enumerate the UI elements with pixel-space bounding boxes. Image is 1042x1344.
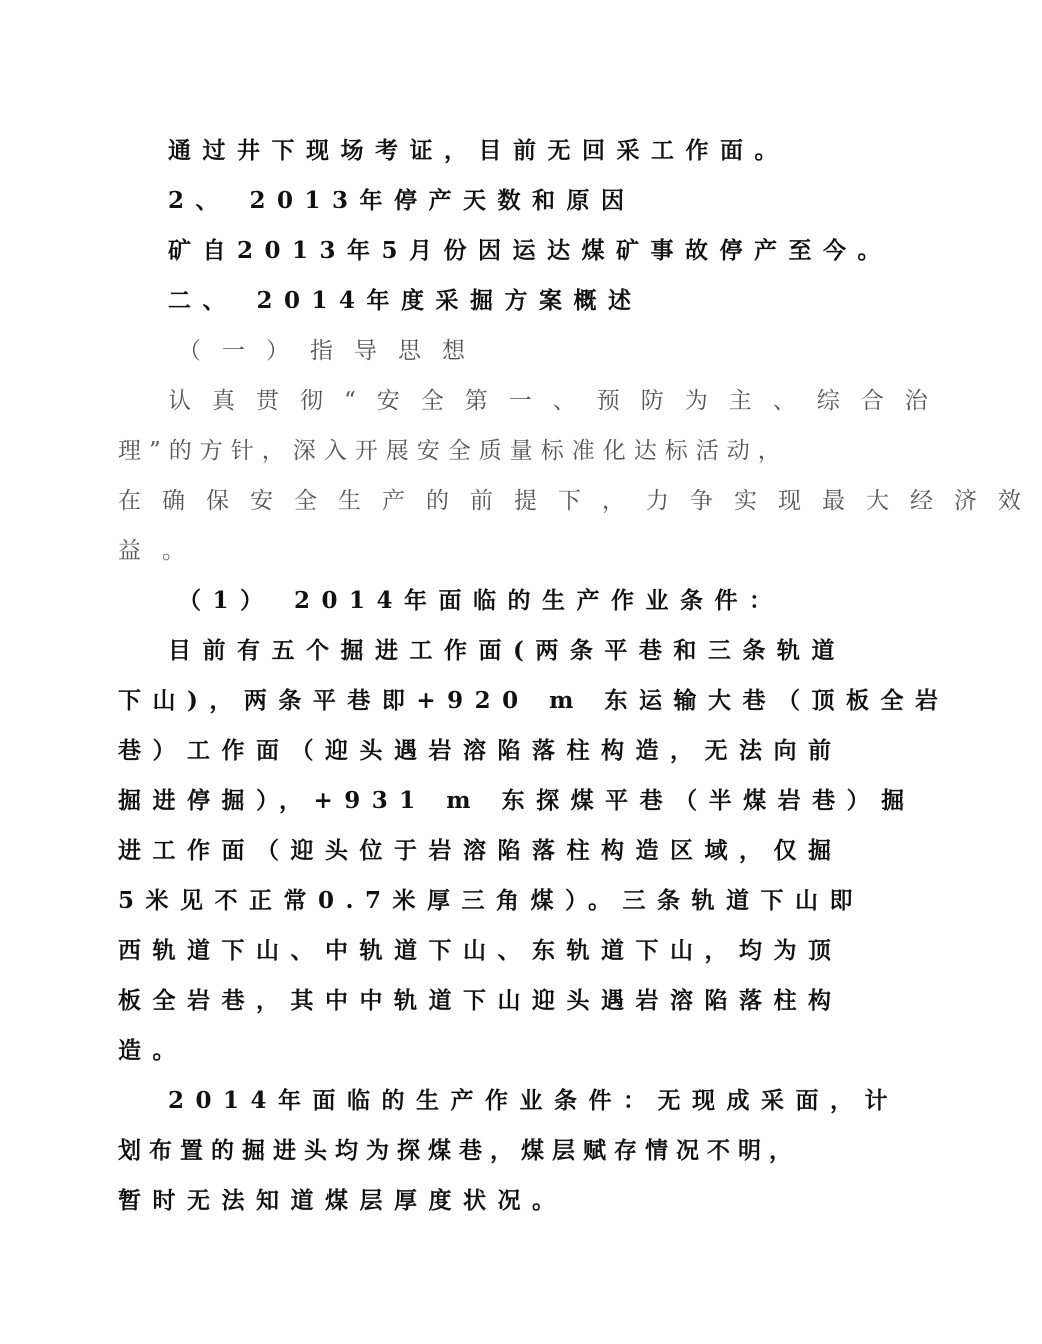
paragraph-line: 掘进停掘），+931 m 东探煤平巷（半煤岩巷）掘	[118, 787, 916, 814]
paragraph-line: 下山)，两条平巷即+920 m 东运输大巷（顶板全岩	[118, 687, 950, 714]
paragraph-line: 矿自2013年5月份因运达煤矿事故停产至今。	[168, 237, 893, 264]
subsection-heading-conditions: （1） 2014年面临的生产作业条件：	[178, 587, 784, 614]
paragraph-line: 暂时无法知道煤层厚度状况。	[118, 1187, 567, 1214]
paragraph-line: 目前有五个掘进工作面(两条平巷和三条轨道	[168, 637, 846, 664]
paragraph-line: 通过井下现场考证，目前无回采工作面。	[168, 137, 789, 164]
paragraph-line: 认真贯彻“安全第一、预防为主、综合治	[168, 388, 949, 414]
paragraph-line: 巷）工作面（迎头遇岩溶陷落柱构造，无法向前	[118, 737, 843, 764]
paragraph-line: 进工作面（迎头位于岩溶陷落柱构造区域，仅掘	[118, 837, 843, 864]
paragraph-line: 西轨道下山、中轨道下山、东轨道下山，均为顶	[118, 937, 843, 964]
paragraph-line: 造。	[118, 1037, 187, 1064]
section-heading-part-2: 二、 2014年度采掘方案概述	[168, 287, 643, 314]
paragraph-line: 理”的方针，深入开展安全质量标准化达标活动，	[118, 438, 789, 464]
section-heading-2: 2、 2013年停产天数和原因	[168, 187, 636, 214]
paragraph-line: 2014年面临的生产作业条件：无现成采面，计	[168, 1087, 900, 1114]
paragraph-line: 划布置的掘进头均为探煤巷，煤层赋存情况不明，	[118, 1137, 800, 1164]
paragraph-line: 益。	[118, 538, 206, 564]
paragraph-line: 5米见不正常0.7米厚三角煤）。三条轨道下山即	[118, 887, 865, 914]
subsection-heading-guiding-ideology: （一）指导思想	[178, 338, 486, 364]
paragraph-line: 在确保安全生产的前提下，力争实现最大经济效	[118, 488, 1042, 514]
paragraph-line: 板全岩巷，其中中轨道下山迎头遇岩溶陷落柱构	[118, 987, 843, 1014]
